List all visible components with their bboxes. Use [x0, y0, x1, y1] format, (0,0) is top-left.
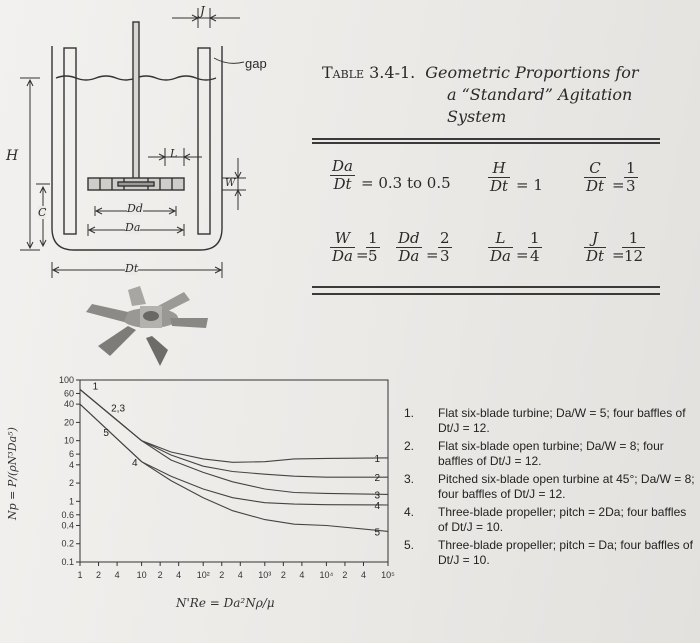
ratio-h-dt: $\frac{H}{Dt}$ [490, 159, 509, 195]
note-3: 3. Pitched six-blade open turbine at 45°; Da/W = 8; four baffles of Dt/J = 12. [404, 472, 695, 501]
ratio-w-da: $\frac{W}{Da}$ [332, 229, 353, 265]
x-tick-label: 10⁴ [319, 570, 334, 580]
x-tick-label: 10⁵ [381, 570, 395, 580]
note-2: 2. Flat six-blade open turbine; Da/W = 8; four baffles of Dt/J = 12. [404, 439, 664, 468]
series-line-2 [80, 389, 388, 477]
note-1: 1. Flat six-blade turbine; Da/W = 5; four baffles of Dt/J = 12. [404, 406, 686, 435]
series-end-label-2: 2 [374, 473, 380, 485]
ratio-j-dt: $\frac{J}{Dt}$ [586, 229, 605, 265]
chart-ylabel-holder [6, 410, 46, 530]
ratio-dd-da: $\frac{Dd}{Da}$ [398, 229, 420, 265]
series-end-label-1: 1 [374, 453, 380, 465]
x-tick-label: 4 [299, 570, 305, 580]
x-tick-label: 4 [176, 570, 182, 580]
chart-xlabel: N'Re = Da²Nρ/μ [176, 596, 275, 610]
dd-label: Dd [127, 202, 143, 215]
chart-ylabel: Np = P/(ρN³Da⁵) [6, 427, 19, 520]
ratio-l-da-value: $\frac{1}{4}$ [530, 229, 540, 265]
gap-label: gap [245, 56, 267, 71]
ratio-w-da-value: $\frac{1}{5}$ [368, 229, 378, 265]
da-label: Da [125, 221, 141, 234]
x-tick-label: 2 [96, 570, 102, 580]
ratio-l-da: $\frac{L}{Da}$ [490, 229, 511, 265]
l-label: L [170, 147, 178, 160]
y-tick-label: 60 [63, 388, 74, 399]
ratio-dd-da-eq: = [426, 246, 439, 264]
series-inline-label: 4 [132, 458, 138, 470]
series-inline-label: 1 [92, 381, 99, 393]
table-title-line3: System [447, 107, 507, 126]
ratio-j-dt-eq: = [612, 246, 625, 264]
x-tick-label: 10³ [258, 570, 272, 580]
x-tick-label: 2 [219, 570, 225, 580]
series-end-label-5: 5 [374, 527, 380, 539]
x-tick-label: 2 [280, 570, 286, 580]
ratio-l-da-eq: = [516, 246, 529, 264]
table-title-line2: a “Standard” Agitation [447, 85, 633, 104]
ratio-dd-da-value: $\frac{2}{3}$ [440, 229, 450, 265]
note-5: 5. Three-blade propeller; pitch = Da; four baffles of Dt/J = 10. [404, 538, 693, 567]
y-tick-label: 0.2 [61, 538, 74, 549]
series-line-4 [80, 404, 388, 505]
h-label: H [6, 148, 19, 164]
x-tick-label: 4 [237, 570, 243, 580]
series-end-label-3: 3 [374, 490, 380, 502]
w-label: W [225, 178, 236, 189]
ratio-da-dt: $\frac{Da}{Dt}$ [332, 157, 353, 193]
x-tick-label: 1 [77, 570, 83, 580]
ratio-h-dt-value: = 1 [516, 176, 543, 194]
table-title-line1: Geometric Proportions for [425, 63, 639, 82]
dt-label: Dt [125, 262, 139, 275]
y-tick-label: 100 [58, 375, 74, 385]
y-tick-label: 40 [63, 399, 74, 410]
x-tick-label: 4 [360, 570, 366, 580]
y-tick-label: 2 [68, 478, 74, 489]
series-line-5 [80, 404, 388, 531]
ratio-c-dt: $\frac{C}{Dt}$ [586, 159, 605, 195]
y-tick-label: 0.6 [61, 509, 74, 520]
y-tick-label: 4 [68, 459, 74, 470]
ratio-j-dt-value: $\frac{1}{12}$ [624, 229, 644, 265]
x-tick-label: 10² [196, 570, 210, 580]
series-line-3 [80, 389, 388, 494]
c-label: C [38, 206, 47, 219]
y-tick-label: 20 [63, 417, 74, 428]
series-inline-label: 5 [103, 427, 109, 439]
series-end-label-4: 4 [374, 501, 380, 513]
ratio-da-dt-value: = 0.3 to 0.5 [361, 174, 451, 192]
chart-frame [80, 380, 388, 562]
impeller-notes [404, 406, 696, 571]
y-tick-label: 0.1 [61, 557, 74, 567]
x-tick-label: 10 [136, 570, 147, 580]
y-tick-label: 1 [68, 496, 74, 507]
y-tick-label: 0.4 [61, 520, 74, 531]
j-label: J [200, 4, 205, 18]
y-tick-label: 6 [68, 449, 74, 460]
x-tick-label: 2 [342, 570, 348, 580]
ratio-w-da-eq: = [356, 246, 369, 264]
x-tick-label: 2 [157, 570, 163, 580]
y-tick-label: 10 [63, 435, 74, 446]
ratio-c-dt-eq: = [612, 176, 625, 194]
table-number: Table 3.4-1. [322, 63, 416, 82]
ratio-c-dt-value: $\frac{1}{3}$ [626, 159, 636, 195]
x-tick-label: 4 [114, 570, 120, 580]
series-inline-label: 2,3 [111, 403, 126, 415]
series-line-1 [80, 389, 388, 462]
note-4: 4. Three-blade propeller; pitch = 2Da; four baffles of Dt/J = 10. [404, 505, 687, 534]
